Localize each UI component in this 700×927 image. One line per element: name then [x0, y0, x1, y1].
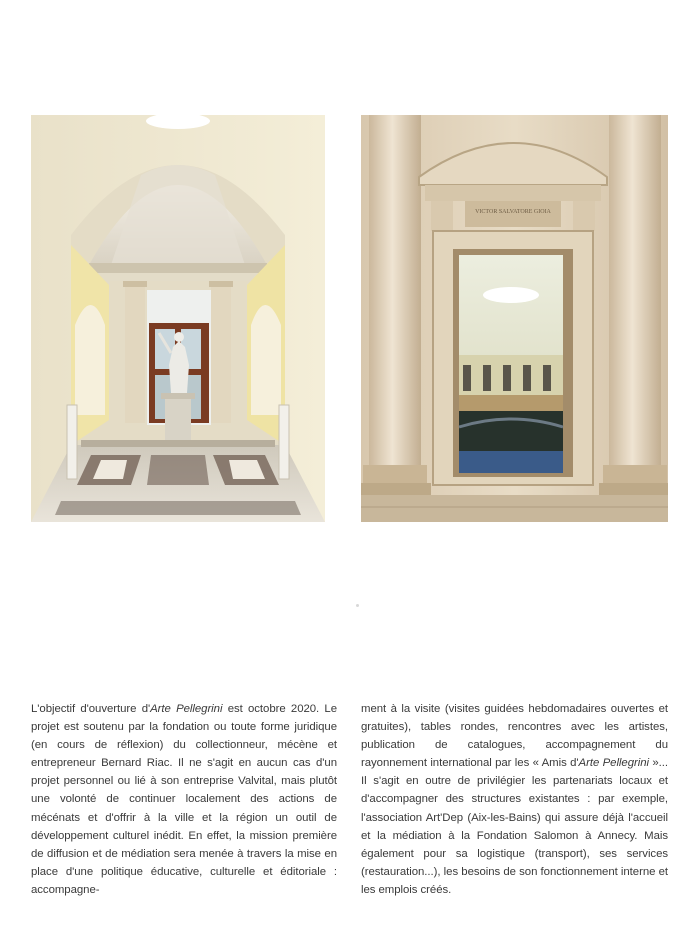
text-run: L'objectif d'ouverture d' — [31, 703, 151, 715]
article-column-right — [361, 700, 668, 899]
text-run: ment à la visite (visites guidées hebdomadaires ouvertes et gratuites), tables rondes, rencontres avec les artistes, publication de catalogues, accompagnement du rayonnement international par les « Amis d' — [361, 703, 668, 770]
article-column-left — [31, 700, 337, 899]
speck — [356, 604, 359, 607]
article-paragraph — [31, 700, 337, 899]
photo-vaulted-gallery — [31, 115, 325, 522]
photo-classical-doorway — [361, 115, 668, 522]
gallery-illustration — [31, 115, 325, 522]
article-paragraph — [361, 700, 668, 899]
italic-title: Arte Pellegrini — [578, 757, 649, 770]
doorway-inscription: VICTOR SALVATORE GIOIA — [475, 209, 551, 215]
doorway-illustration — [361, 115, 668, 522]
text-run: »... Il s'agit en outre de privilégier les partenariats locaux et d'accompagner des structures existantes : par exemple, l'association Art'Dep (Aix-les-Bains) qui assure déjà l'accueil et la médiation à la Fondation Salomon à Annecy. Mais également pour sa logistique (transport), ses services (restauration...), les besoins de son fonctionnement interne et les emplois créés. — [361, 757, 668, 896]
italic-title: Arte Pellegrini — [150, 703, 223, 715]
text-run: est octobre 2020. Le projet est soutenu par la fondation ou toute forme juridique (en cours de réflexion) du collectionneur, mécène et entrepreneur Bernard Riac. Il ne s'agit en aucun cas d'un projet personnel ou lié à son entreprise Valvital, mais plutôt une volonté de continuer localement des actions de mécénats et d'offrir à la ville et la région un outil de développement culturel inédit. En effet, la mission première de diffusion et de médiation sera menée à travers la mise en place d'une politique éducative, culturelle et éditoriale : accompagne- — [31, 703, 337, 896]
